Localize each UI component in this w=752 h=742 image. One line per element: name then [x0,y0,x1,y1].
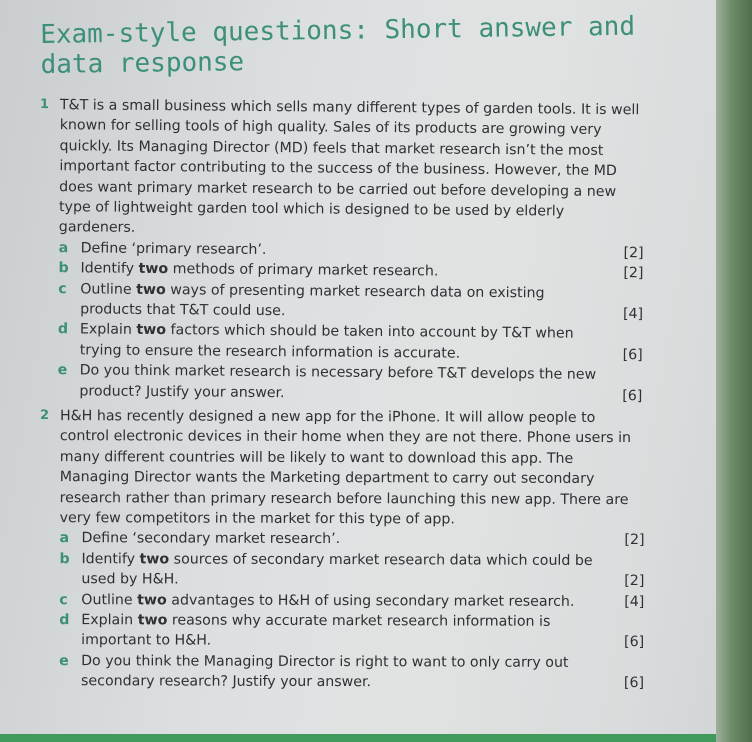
part-marks: [2] [624,532,645,549]
part-letter: d [59,612,70,629]
bottom-band [0,734,716,742]
part-text-rest: ways of presenting market research data on existing products that T&T could use. [80,281,545,320]
question-part [38,279,643,325]
part-text: Explain [79,321,137,339]
part-emphasis: two [137,612,168,629]
question-part [38,319,643,365]
question-number: 1 [39,96,50,113]
part-emphasis: two [139,551,170,568]
part-letter: a [58,240,69,257]
page-heading: Exam-style questions: Short answer and data response [40,11,636,80]
part-text-rest: sources of secondary market research data which could be used by H&H. [81,551,593,588]
part-marks: [6] [622,387,643,404]
question-part [40,528,645,551]
part-letter: a [59,530,70,547]
part-marks: [6] [624,634,645,651]
part-text-rest: reasons why accurate market research information is important to H&H. [81,612,551,650]
part-text: Outline [80,281,137,298]
part-marks: [4] [624,593,645,610]
part-text: Define ‘secondary market research’. [81,530,341,548]
question-2 [39,406,645,694]
part-marks: [4] [622,306,644,323]
part-letter: c [59,591,68,608]
question-stem: H&H has recently designed a new app for the iPhone. It will allow people to control electronic devices in their home when they are not there. Phone users in many different countries will be likely to want to download this app. The Managing Director wants the Marketing department to carry out secondary research rather than primary research before launching this new app. There are very few competitors in the market for this type of app. [59,408,632,528]
part-letter: b [58,260,69,277]
part-text-rest: methods of primary market research. [168,261,439,280]
part-text: Do you think the Managing Director is right to want to only carry out secondary research? Justify your answer. [81,653,569,691]
page-edge [716,0,752,742]
part-marks: [6] [623,675,645,692]
question-stem: T&T is a small business which sells many different types of garden tools. It is well known for selling tools of high quality. Sales of its products are growing very quickly. Its Managing Director (MD) feels that market research isn’t the most important factor contributing to the success of the business. However, the MD does want primary market research to be carried out before developing a new type of lightweight garden tool which is designed to be used by elderly gardeners. [58,97,640,237]
question-1 [37,95,645,406]
part-text: Identify [81,550,140,568]
question-parts [37,238,643,407]
question-parts [39,528,645,693]
part-letter: e [57,362,68,379]
part-letter: b [59,550,70,567]
part-letter: d [57,321,69,338]
part-text: Identify [80,260,139,278]
part-marks: [2] [623,244,644,262]
part-text: Define ‘primary research’. [80,240,267,258]
question-part [39,651,644,694]
part-marks: [2] [623,265,644,282]
question-part [39,610,644,653]
part-marks: [6] [622,346,643,364]
question-part [37,360,642,406]
part-text-rest: advantages to H&H of using secondary market research. [166,592,575,610]
part-emphasis: two [136,322,167,339]
part-text: Do you think market research is necessary before T&T develops the new product? Justify your answer. [79,362,597,401]
part-text: Explain [81,612,138,629]
question-part [39,590,644,613]
part-marks: [2] [624,573,645,590]
part-emphasis: two [136,281,166,298]
question-number: 2 [39,408,50,424]
part-emphasis: two [137,591,167,609]
question-part [39,549,644,592]
part-text-rest: factors which should be taken into account by T&T when trying to ensure the research information is accurate. [79,322,574,362]
part-emphasis: two [138,261,169,278]
part-letter: c [58,280,67,297]
part-letter: e [59,652,69,669]
part-text: Outline [81,591,138,608]
